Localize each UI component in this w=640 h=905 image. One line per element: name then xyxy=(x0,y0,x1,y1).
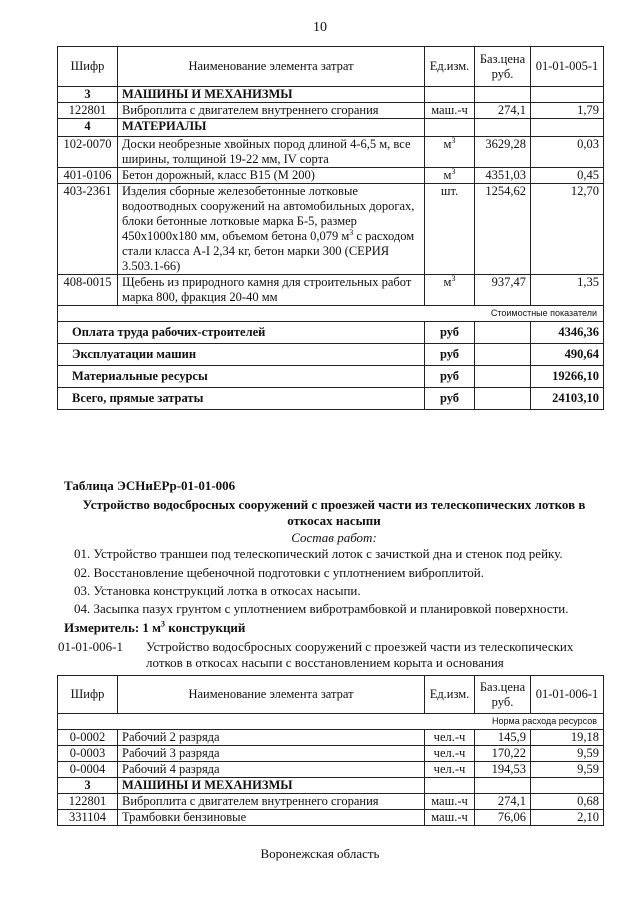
row-unit: маш.-ч xyxy=(425,794,475,810)
header-price: Баз.цена руб. xyxy=(475,676,531,714)
row-value: 19,18 xyxy=(531,730,604,746)
row-code: 401-0106 xyxy=(58,168,118,184)
row-price: 3629,28 xyxy=(475,137,531,168)
row-value: 1,79 xyxy=(531,103,604,119)
cost-indicators-row xyxy=(58,306,604,322)
total-unit: руб xyxy=(425,388,475,410)
total-row xyxy=(58,366,604,388)
row-code: 0-0003 xyxy=(58,746,118,762)
norm-header-label: Норма расхода ресурсов xyxy=(58,714,604,730)
total-row xyxy=(58,344,604,366)
row-unit: $м^3$ xyxy=(425,168,475,184)
section-code: 4 xyxy=(58,119,118,137)
row-code: 331104 xyxy=(58,810,118,826)
table-header-row xyxy=(58,47,604,87)
table-row xyxy=(58,762,604,778)
total-value: 24103,10 xyxy=(531,388,604,410)
row-price: 4351,03 xyxy=(475,168,531,184)
row-name: Рабочий 2 разряда xyxy=(118,730,425,746)
total-value: 19266,10 xyxy=(531,366,604,388)
table-row xyxy=(58,137,604,168)
row-code: 408-0015 xyxy=(58,275,118,306)
total-unit: руб xyxy=(425,344,475,366)
row-price: 937,47 xyxy=(475,275,531,306)
row-price: 1254,62 xyxy=(475,184,531,275)
row-name: Виброплита с двигателем внутреннего сгорания xyxy=(118,103,425,119)
table-row xyxy=(58,810,604,826)
row-unit: чел.-ч xyxy=(425,762,475,778)
row-code: 122801 xyxy=(58,103,118,119)
row-code: 403-2361 xyxy=(58,184,118,275)
page-footer: Воронежская область xyxy=(260,846,380,861)
section-heading: Устройство водосбросных сооружений с проезжей части из телескопических лотков в откосах насыпи xyxy=(82,497,586,528)
header-price: Баз.цена руб. xyxy=(475,47,531,87)
header-code: Шифр xyxy=(58,47,118,87)
row-value: 0,45 xyxy=(531,168,604,184)
row-value: 1,35 xyxy=(531,275,604,306)
page-number: 10 xyxy=(313,20,327,35)
row-unit: чел.-ч xyxy=(425,730,475,746)
norm-code: 01-01-006-1 xyxy=(58,639,123,654)
header-code: Шифр xyxy=(58,676,118,714)
norm-description: Устройство водосбросных сооружений с проезжей части из телескопических лотков в откосах насыпи с восстановлением корыта и основания xyxy=(146,639,574,670)
row-name: Изделия сборные железобетонные лотковые водоотводных сооружений на автомобильных дорогах, блоки бетонные лотковые марка Б-5, размер 450x1000x180 мм, объемом бетона 0,079 $м^3$ с расходом стали класса А-I 2,34 кг, бетон марки 300 (СЕРИЯ 3.503.1-66) xyxy=(118,184,425,275)
row-unit: чел.-ч xyxy=(425,746,475,762)
section-code: 3 xyxy=(58,778,118,794)
row-value: 2,10 xyxy=(531,810,604,826)
section-title: МАТЕРИАЛЫ xyxy=(118,119,425,137)
row-price: 274,1 xyxy=(475,103,531,119)
row-price: 170,22 xyxy=(475,746,531,762)
row-value: 9,59 xyxy=(531,746,604,762)
table-row xyxy=(58,275,604,306)
resource-table-2 xyxy=(57,675,604,826)
cost-indicators-label: Стоимостные показатели xyxy=(58,306,604,322)
total-label: Всего, прямые затраты xyxy=(58,388,425,410)
row-price: 76,06 xyxy=(475,810,531,826)
section-title: МАШИНЫ И МЕХАНИЗМЫ xyxy=(118,778,425,794)
row-name: Виброплита с двигателем внутреннего сгорания xyxy=(118,794,425,810)
row-unit: $м^3$ xyxy=(425,275,475,306)
resource-table-1 xyxy=(57,46,604,410)
row-value: 12,70 xyxy=(531,184,604,275)
total-row xyxy=(58,322,604,344)
section-title: МАШИНЫ И МЕХАНИЗМЫ xyxy=(118,87,425,103)
total-row xyxy=(58,388,604,410)
header-name: Наименование элемента затрат xyxy=(118,676,425,714)
header-norm: 01-01-005-1 xyxy=(531,47,604,87)
norm-header-row xyxy=(58,714,604,730)
row-price: 274,1 xyxy=(475,794,531,810)
table-row xyxy=(58,168,604,184)
row-unit: $м^3$ xyxy=(425,137,475,168)
row-name: Щебень из природного камня для строительных работ марка 800, фракция 20-40 мм xyxy=(118,275,425,306)
section-row xyxy=(58,87,604,103)
row-value: 9,59 xyxy=(531,762,604,778)
works-title: Состав работ: xyxy=(291,530,377,545)
work-item: 02. Восстановление щебеночной подготовки с уплотнением виброплитой. xyxy=(74,565,484,580)
header-name: Наименование элемента затрат xyxy=(118,47,425,87)
table-row xyxy=(58,794,604,810)
header-unit: Ед.изм. xyxy=(425,676,475,714)
header-unit: Ед.изм. xyxy=(425,47,475,87)
row-name: Рабочий 3 разряда xyxy=(118,746,425,762)
header-norm: 01-01-006-1 xyxy=(531,676,604,714)
total-value: 490,64 xyxy=(531,344,604,366)
row-price: 194,53 xyxy=(475,762,531,778)
row-code: 0-0002 xyxy=(58,730,118,746)
total-unit: руб xyxy=(425,322,475,344)
row-unit: маш.-ч xyxy=(425,103,475,119)
row-price: 145,9 xyxy=(475,730,531,746)
row-code: 102-0070 xyxy=(58,137,118,168)
work-item: 03. Установка конструкций лотка в откосах насыпи. xyxy=(74,583,361,598)
table-title: Таблица ЭСНиЕРр-01-01-006 xyxy=(64,478,236,493)
section-code: 3 xyxy=(58,87,118,103)
row-name: Трамбовки бензиновые xyxy=(118,810,425,826)
table-row xyxy=(58,730,604,746)
row-unit: шт. xyxy=(425,184,475,275)
total-unit: руб xyxy=(425,366,475,388)
row-unit: маш.-ч xyxy=(425,810,475,826)
table-row xyxy=(58,746,604,762)
section-row xyxy=(58,119,604,137)
table-row xyxy=(58,103,604,119)
total-label: Оплата труда рабочих-строителей xyxy=(58,322,425,344)
row-code: 0-0004 xyxy=(58,762,118,778)
table-row xyxy=(58,184,604,275)
work-item: 01. Устройство траншеи под телескопический лоток с зачисткой дна и стенок под рейку. xyxy=(74,546,563,561)
row-code: 122801 xyxy=(58,794,118,810)
row-name: Рабочий 4 разряда xyxy=(118,762,425,778)
total-label: Материальные ресурсы xyxy=(58,366,425,388)
section-row xyxy=(58,778,604,794)
row-name: Бетон дорожный, класс B15 (М 200) xyxy=(118,168,425,184)
table-header-row xyxy=(58,676,604,714)
total-label: Эксплуатации машин xyxy=(58,344,425,366)
work-item: 04. Засыпка пазух грунтом с уплотнением вибротрамбовкой и планировкой поверхности. xyxy=(74,601,569,616)
total-value: 4346,36 xyxy=(531,322,604,344)
row-name: Доски необрезные хвойных пород длиной 4-6,5 м, все ширины, толщиной 19-22 мм, IV сорта xyxy=(118,137,425,168)
row-value: 0,03 xyxy=(531,137,604,168)
measure-unit: Измеритель: 1 $м^3$ конструкций xyxy=(64,619,246,635)
row-value: 0,68 xyxy=(531,794,604,810)
